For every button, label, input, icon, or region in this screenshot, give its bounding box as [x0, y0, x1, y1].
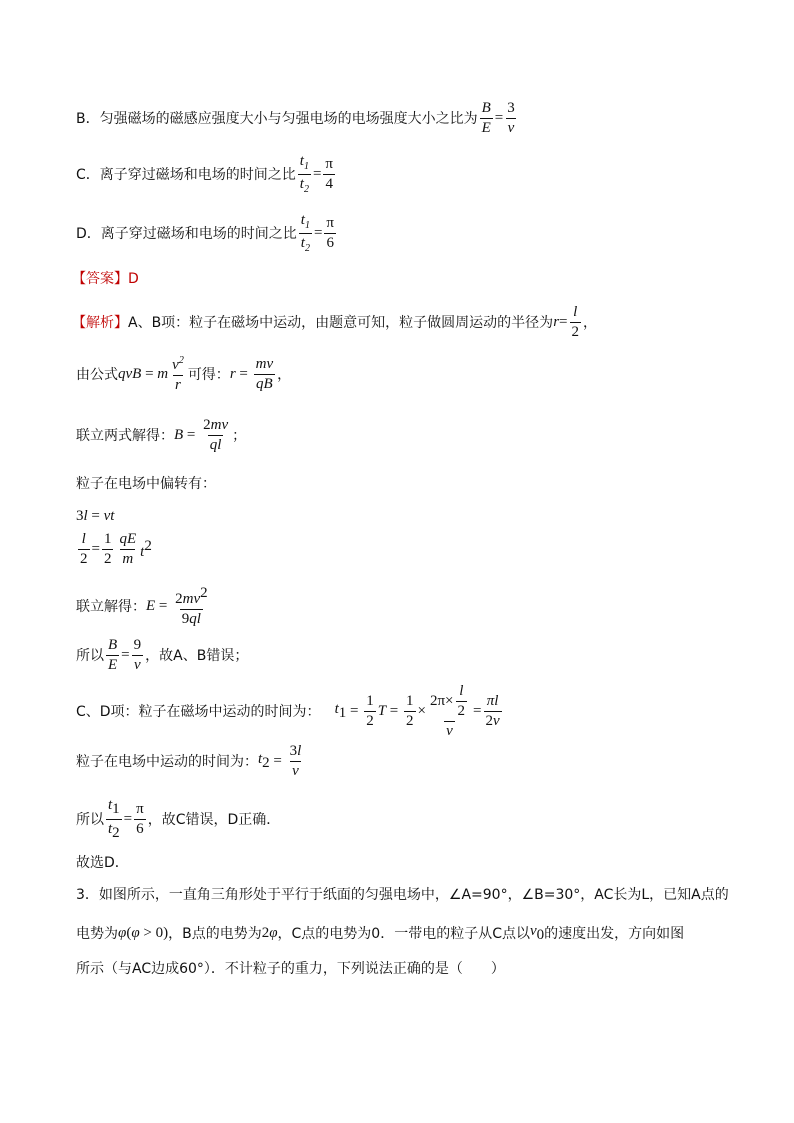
- analysis-line-10: 粒子在电场中运动的时间为： $t_2$ = $\frac{3l}{v}$: [76, 743, 302, 779]
- analysis-line-4: 粒子在电场中偏转有：: [76, 476, 216, 492]
- t1-over-t2: $\frac{t_1}{t_2}$: [299, 153, 309, 195]
- analysis-line-3: 联立两式解得： B = $\frac{2mv}{ql}$ ；: [76, 417, 247, 453]
- ratio-pi-6: $\frac{\pi}{6}$: [326, 215, 334, 251]
- answer-line: [72, 272, 139, 286]
- option-c-text: C．离子穿过磁场和电场的时间之比: [76, 166, 296, 183]
- equation-3l-vt: 3 l = vt: [76, 508, 115, 524]
- option-b-text: B．匀强磁场的磁感应强度大小与匀强电场的电场强度大小之比为: [76, 110, 478, 127]
- equation-deflection: $\frac{l}{2}$ = $\frac{1}{2}$ $\frac{qE}{m}$ $t^2$: [80, 531, 152, 567]
- option-d: D．离子穿过磁场和电场的时间之比 $\frac{t_1}{t_2}$ = $\frac{\pi}{6}$: [76, 212, 334, 254]
- question-3-line-2: 电势为 φ ( φ > 0) ，B点的电势为 2 φ ，C点的电势为0．一带电的粒子从C点以 $v_0$ 的速度出发，方向如图: [76, 923, 685, 943]
- option-c: C．离子穿过磁场和电场的时间之比 $\frac{t_1}{t_2}$ = $\frac{\pi}{4}$: [76, 153, 333, 195]
- ratio-3-v: $\frac{3}{v}$: [507, 100, 515, 136]
- analysis-line-12: 故选D．: [76, 855, 129, 871]
- option-b: B．匀强磁场的磁感应强度大小与匀强电场的电场强度大小之比为 $\frac{B}{E}$ = $\frac{3}{v}$: [76, 100, 515, 136]
- analysis-line-8: 所以 $\frac{B}{E}$ = $\frac{9}{v}$ ，故A、B错误；: [76, 637, 249, 673]
- option-d-text: D．离子穿过磁场和电场的时间之比: [76, 225, 297, 242]
- analysis-line-2: 由公式 qvB = m $\frac{v^2}{r}$ 可得： r = $\frac{mv}{qB}$ ，: [76, 355, 292, 393]
- question-3-line-3: 所示（与AC边成60°）．不计粒子的重力，下列说法正确的是（ ）: [76, 961, 505, 977]
- b-over-e: $\frac{B}{E}$: [481, 100, 491, 136]
- answer-label: 【答案】: [72, 271, 128, 287]
- answer-value: D: [128, 271, 139, 287]
- ratio-pi-4: $\frac{\pi}{4}$: [325, 156, 333, 192]
- analysis-line-9: C、D项：粒子在磁场中运动的时间为： $t_1$ = $\frac{1}{2}$ T = $\frac{1}{2}$ × 2π× $\frac{l}{2}$ v = $\frac{\pi l}{2v}$: [76, 683, 500, 739]
- analysis-line-7: 联立解得： E = $\frac{2mv^2}{9ql}$: [76, 585, 208, 627]
- question-3-line-1: 3．如图所示，一直角三角形处于平行于纸面的匀强电场中，∠A=90°，∠B=30°，AC长为L，已知A点的: [76, 887, 729, 903]
- analysis-line-1: 【解析】 A、B项：粒子在磁场中运动，由题意可知，粒子做圆周运动的半径为 r = $\frac{l}{2}$ ，: [72, 304, 597, 340]
- t1-over-t2: $\frac{t_1}{t_2}$: [300, 212, 310, 254]
- analysis-label: 【解析】: [72, 314, 128, 331]
- analysis-line-11: 所以 $\frac{t_1}{t_2}$ = $\frac{\pi}{6}$ ，故C错误，D正确．: [76, 797, 281, 841]
